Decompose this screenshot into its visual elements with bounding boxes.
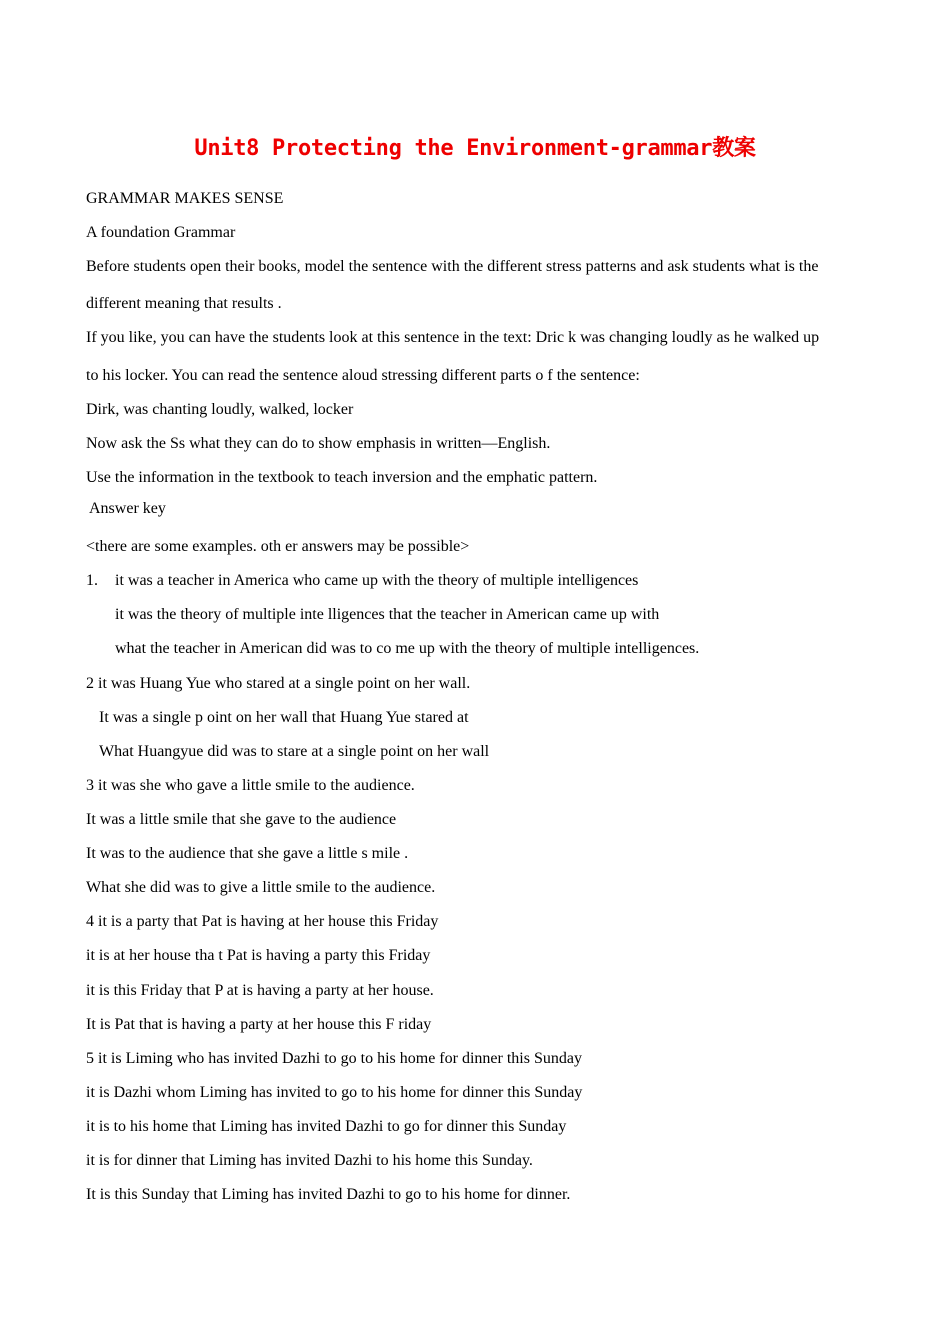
text-line: It was a single p oint on her wall that Huang Yue stared at <box>99 709 469 726</box>
list-item <box>86 571 638 591</box>
text-line: Before students open their books, model the sentence with the different stress patterns and ask students what is the <box>86 258 819 275</box>
text-line: 5 it is Liming who has invited Dazhi to go to his home for dinner this Sunday <box>86 1050 582 1067</box>
text-line: it is Dazhi whom Liming has invited to go to his home for dinner this Sunday <box>86 1084 583 1101</box>
text-line: different meaning that results . <box>86 295 282 312</box>
text-line: Now ask the Ss what they can do to show emphasis in written—English. <box>86 435 551 452</box>
text-line: 3 it was she who gave a little smile to the audience. <box>86 777 415 794</box>
list-number: 1. <box>86 572 98 589</box>
text-line: A foundation Grammar <box>86 224 236 241</box>
text-line: Use the information in the textbook to teach inversion and the emphatic pattern. <box>86 469 598 486</box>
section-heading: Answer key <box>89 500 166 517</box>
text-line: <there are some examples. oth er answers may be possible> <box>86 538 470 555</box>
text-line: 4 it is a party that Pat is having at her house this Friday <box>86 913 439 930</box>
text-line: It was to the audience that she gave a little s mile . <box>86 845 409 862</box>
text-line: what the teacher in American did was to co me up with the theory of multiple intelligences. <box>115 640 700 657</box>
text-line: It was a little smile that she gave to the audience <box>86 811 397 828</box>
document-title: Unit8 Protecting the Environment-grammar教案 <box>194 136 756 161</box>
text-line: What Huangyue did was to stare at a single point on her wall <box>99 743 490 760</box>
text-line: it was the theory of multiple inte lligences that the teacher in American came up with <box>115 606 660 623</box>
text-line: 2 it was Huang Yue who stared at a single point on her wall. <box>86 675 471 692</box>
text-line: Dirk, was chanting loudly, walked, locker <box>86 401 354 418</box>
text-line: it is at her house tha t Pat is having a party this Friday <box>86 947 431 964</box>
text-line: If you like, you can have the students look at this sentence in the text: Dric k was changing loudly as he walked up <box>86 329 820 346</box>
text-line: it is to his home that Liming has invited Dazhi to go for dinner this Sunday <box>86 1118 567 1135</box>
text-line: It is this Sunday that Liming has invited Dazhi to go to his home for dinner. <box>86 1186 571 1203</box>
list-item-text: it was a teacher in America who came up with the theory of multiple intelligences <box>115 572 639 589</box>
text-line: It is Pat that is having a party at her house this F riday <box>86 1016 432 1033</box>
text-line: GRAMMAR MAKES SENSE <box>86 190 284 207</box>
text-line: to his locker. You can read the sentence aloud stressing different parts o f the sentence: <box>86 367 640 384</box>
text-line: it is for dinner that Liming has invited Dazhi to his home this Sunday. <box>86 1152 533 1169</box>
text-line: What she did was to give a little smile to the audience. <box>86 879 436 896</box>
text-line: it is this Friday that P at is having a party at her house. <box>86 982 434 999</box>
